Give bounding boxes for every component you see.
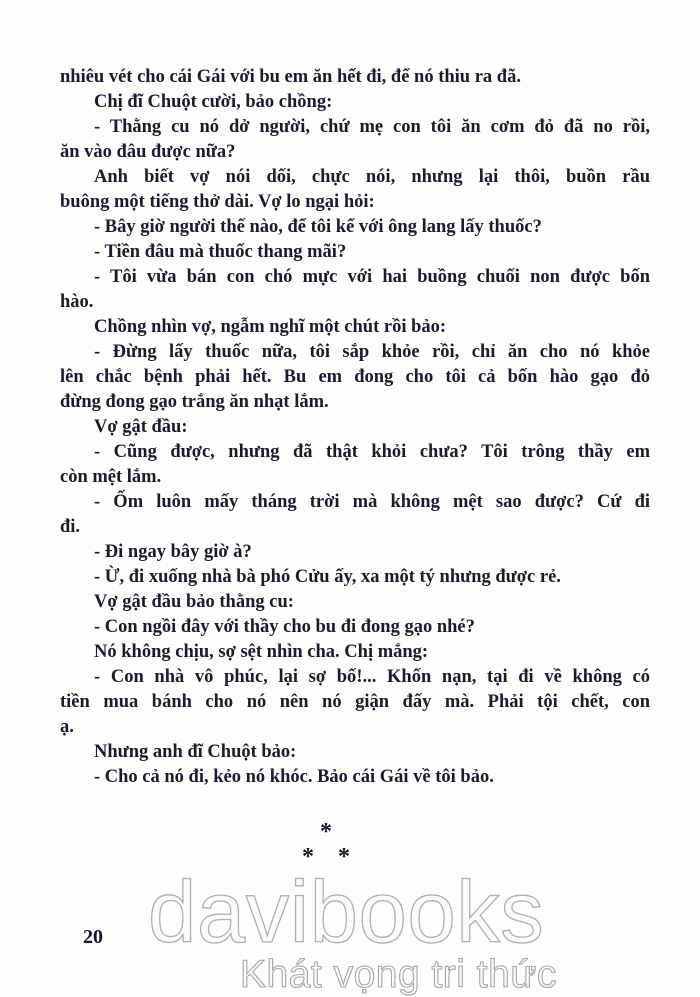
text-line: - Đi ngay bây giờ à? xyxy=(94,542,252,562)
text-line: - Ốm luôn mấy tháng trời mà không mệt sao được? Cứ đi xyxy=(94,492,650,512)
page-text xyxy=(60,65,650,790)
paragraph xyxy=(60,640,650,665)
paragraph xyxy=(60,115,650,165)
text-line: Nhưng anh đĩ Chuột bảo: xyxy=(94,742,297,762)
asterisk: * xyxy=(302,844,314,870)
text-line: Nó không chịu, sợ sệt nhìn cha. Chị mắng: xyxy=(94,642,429,662)
text-line: - Tiền đâu mà thuốc thang mãi? xyxy=(94,242,347,262)
text-line: - Cho cả nó đi, kẻo nó khóc. Bảo cái Gái về tôi bảo. xyxy=(94,767,494,787)
asterisk: * xyxy=(338,844,350,870)
paragraph xyxy=(60,440,650,490)
text-line: ăn vào đâu được nữa? xyxy=(60,142,236,162)
paragraph xyxy=(60,240,650,265)
text-line: ạ. xyxy=(60,717,74,737)
text-line: - Thằng cu nó dở người, chứ mẹ con tôi ăn cơm đỏ đã no rồi, xyxy=(94,117,650,137)
text-line: - Bây giờ người thế nào, để tôi kể với ông lang lấy thuốc? xyxy=(94,217,542,237)
paragraph xyxy=(60,615,650,640)
text-line: - Cũng được, nhưng đã thật khỏi chưa? Tôi trông thầy em xyxy=(94,442,650,462)
paragraph xyxy=(60,65,650,90)
paragraph xyxy=(60,415,650,440)
paragraph xyxy=(60,165,650,215)
text-line: - Con ngồi đây với thầy cho bu đi đong gạo nhé? xyxy=(94,617,475,637)
paragraph xyxy=(60,490,650,540)
text-line: Chị đĩ Chuột cười, bảo chồng: xyxy=(94,92,333,112)
text-line: Anh biết vợ nói dối, chực nói, nhưng lại thôi, buồn rầu xyxy=(94,167,650,187)
section-break xyxy=(0,820,652,870)
paragraph xyxy=(60,340,650,415)
paragraph xyxy=(60,665,650,740)
paragraph xyxy=(60,265,650,315)
text-line: - Đừng lấy thuốc nữa, tôi sắp khỏe rồi, chỉ ăn cho nó khỏe xyxy=(94,342,650,362)
text-line: buông một tiếng thở dài. Vợ lo ngại hỏi: xyxy=(60,192,375,212)
asterisk-row-top xyxy=(0,820,652,845)
text-line: đi. xyxy=(60,517,81,537)
paragraph xyxy=(60,215,650,240)
watermark-slogan: Khát vọng tri thức xyxy=(240,953,557,996)
text-line: tiền mua bánh cho nó nên nó giận đấy mà. Phải tội chết, con xyxy=(60,692,650,712)
asterisk: * xyxy=(320,819,332,845)
text-line: đừng đong gạo trắng ăn nhạt lắm. xyxy=(60,392,329,412)
text-line: - Ừ, đi xuống nhà bà phó Cửu ấy, xa một tý nhưng được rẻ. xyxy=(94,567,561,587)
text-line: nhiêu vét cho cái Gái với bu em ăn hết đi, để nó thiu ra đã. xyxy=(60,67,521,87)
paragraph xyxy=(60,540,650,565)
text-line: Vợ gật đầu bảo thằng cu: xyxy=(94,592,294,612)
text-line: - Con nhà vô phúc, lại sợ bố!... Khốn nạn, tại đi về không có xyxy=(94,667,650,687)
page-number: 20 xyxy=(83,926,103,948)
paragraph xyxy=(60,590,650,615)
paragraph xyxy=(60,765,650,790)
paragraph xyxy=(60,90,650,115)
paragraph xyxy=(60,315,650,340)
watermark-brand: davibooks xyxy=(148,864,545,961)
text-line: hào. xyxy=(60,292,94,312)
text-line: Vợ gật đầu: xyxy=(94,417,188,437)
text-line: còn mệt lắm. xyxy=(60,467,162,487)
text-line: Chồng nhìn vợ, ngẫm nghĩ một chút rồi bảo: xyxy=(94,317,447,337)
paragraph xyxy=(60,740,650,765)
paragraph xyxy=(60,565,650,590)
text-line: - Tôi vừa bán con chó mực với hai buồng chuối non được bốn xyxy=(94,267,650,287)
text-line: lên chắc bệnh phải hết. Bu em đong cho tôi cả bốn hào gạo đỏ xyxy=(60,367,650,387)
